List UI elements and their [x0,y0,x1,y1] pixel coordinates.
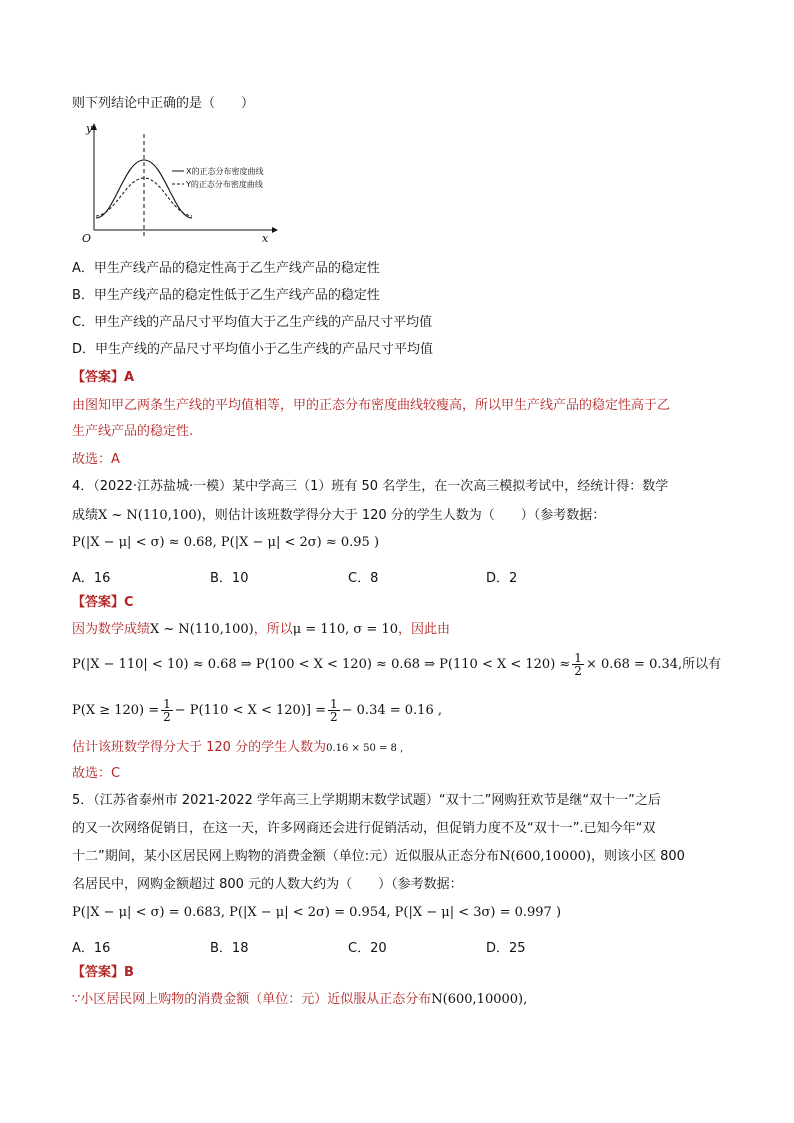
q4-sol2-fraction [572,652,584,677]
q5-option-c: C．20 [348,941,387,956]
q4-option-b: B．10 [210,571,249,586]
q4-option-a: A．16 [72,571,111,586]
q4-sol-text3: ，因此由 [398,622,451,637]
q3-option-d: D．甲生产线的产品尺寸平均值小于乙生产线的产品尺寸平均值 [72,342,434,357]
q4-option-c: C．8 [348,571,379,586]
q4-stem-line2 [72,508,605,524]
q5-stem3-text-a: 十二”期间，某小区居民网上购物的消费金额（单位:元）近似服从正态分布 [72,849,500,864]
q5-sol-math: N(600,10000), [431,992,528,1007]
q3-conclusion: 故选：A [72,452,120,467]
q5-stem3-text-b: ，则该小区 800 [590,849,685,864]
q5-reference-data: P(|X − μ| < σ) = 0.683, P(|X − μ| < 2σ) = 0.954, P(|X − μ| < 3σ) = 0.997 ) [72,905,562,920]
q4-sol-text1: 因为数学成绩 [72,622,151,637]
q4-solution-line1 [72,622,450,638]
q5-stem3-math: N(600,10000) [499,849,591,864]
q4-stem-math: X ~ N(110,100) [98,508,202,523]
q5-answer-label: 【答案】B [72,965,134,980]
q4-solution-line2 [72,650,721,680]
q4-reference-data: P(|X − μ| < σ) ≈ 0.68, P(|X − μ| < 2σ) ≈ 0.95 ) [72,535,380,550]
legend-x-label: X的正态分布密度曲线 [186,167,264,176]
q4-sol3-fraction2 [328,698,340,723]
q4-sol3-math2: − P(110 < X < 120)] = [174,703,326,718]
q4-stem-text-b: ，则估计该班数学得分大于 120 分的学生人数为（ ）（参考数据： [201,508,606,523]
q4-sol3-frac2-den: 2 [330,710,338,724]
q3-explanation-line2: 生产线产品的稳定性. [72,424,194,439]
q4-solution-line3 [72,696,442,726]
q5-option-b: B．18 [210,941,249,956]
q5-stem-line4: 名居民中，网购金额超过 800 元的人数大约为（ ）（参考数据： [72,877,463,892]
q4-sol2-frac-den: 2 [574,664,582,678]
q5-stem-line1: 5．（江苏省泰州市 2021-2022 学年高三上学期期末数学试题）“双十二”网购狂欢节是继“双十一”之后 [72,793,661,808]
q4-option-d: D．2 [486,571,518,586]
q4-sol3-math3: − 0.34 = 0.16 , [341,703,442,718]
legend-y-label: Y的正态分布密度曲线 [186,180,263,189]
y-axis-label: y [86,122,93,135]
q4-answer-label: 【答案】C [72,595,134,610]
q4-sol3-frac-den: 2 [163,710,171,724]
q4-conclusion: 故选：C [72,766,121,781]
q3-option-c: C．甲生产线的产品尺寸平均值大于乙生产线的产品尺寸平均值 [72,315,433,330]
q3-answer-label: 【答案】A [72,370,135,385]
q5-stem-line2: 的又一次网络促销日，在这一天，许多网商还会进行促销活动，但促销力度不及“双十一”.已知今年“双 [72,821,656,836]
q4-sol-math2: μ = 110, σ = 10 [292,622,398,637]
q4-sol-math1: X ~ N(110,100) [150,622,254,637]
q4-sol2-math1: P(|X − 110| < 10) ≈ 0.68 ⇒ P(100 < X < 120) ≈ 0.68 ⇒ P(110 < X < 120) ≈ [72,657,571,672]
origin-label: O [82,232,92,244]
q4-sol3-math1: P(X ≥ 120) = [72,703,160,718]
q4-sol3-fraction [161,698,173,723]
q4-sol4-text: 估计该班数学得分大于 120 分的学生人数为 [72,740,327,755]
q3-option-a: A．甲生产线产品的稳定性高于乙生产线产品的稳定性 [72,261,380,276]
x-axis-label: x [262,232,269,244]
q4-sol3-frac-num: 1 [163,697,171,711]
q5-option-d: D．25 [486,941,526,956]
q3-stem: 则下列结论中正确的是（ ） [72,96,255,111]
q4-sol3-frac2-num: 1 [330,697,338,711]
q4-sol4-math: 0.16 × 50 = 8 , [326,743,404,754]
q4-sol2-frac-num: 1 [574,651,582,665]
q3-explanation-line1: 由图知甲乙两条生产线的平均值相等，甲的正态分布密度曲线较瘦高，所以甲生产线产品的稳定性高于乙 [72,398,671,413]
q5-sol-text: ∵小区居民网上购物的消费金额（单位：元）近似服从正态分布 [72,992,432,1007]
q4-sol-text2: ，所以 [253,622,293,637]
q5-stem-line3 [72,849,685,865]
q5-solution-line1 [72,992,527,1008]
q4-sol2-math2: × 0.68 = 0.34,所以有 [585,657,722,672]
x-axis-arrow [272,227,278,233]
q5-option-a: A．16 [72,941,111,956]
q4-stem-line1: 4．（2022·江苏盐城·一模）某中学高三（1）班有 50 名学生，在一次高三模拟考试中，经统计得：数学 [72,479,669,494]
normal-distribution-graph [72,118,292,244]
q4-stem-text-a: 成绩 [72,508,99,523]
q3-option-b: B．甲生产线产品的稳定性低于乙生产线产品的稳定性 [72,288,380,303]
q4-solution-line4 [72,740,403,757]
x-density-curve [96,160,192,218]
